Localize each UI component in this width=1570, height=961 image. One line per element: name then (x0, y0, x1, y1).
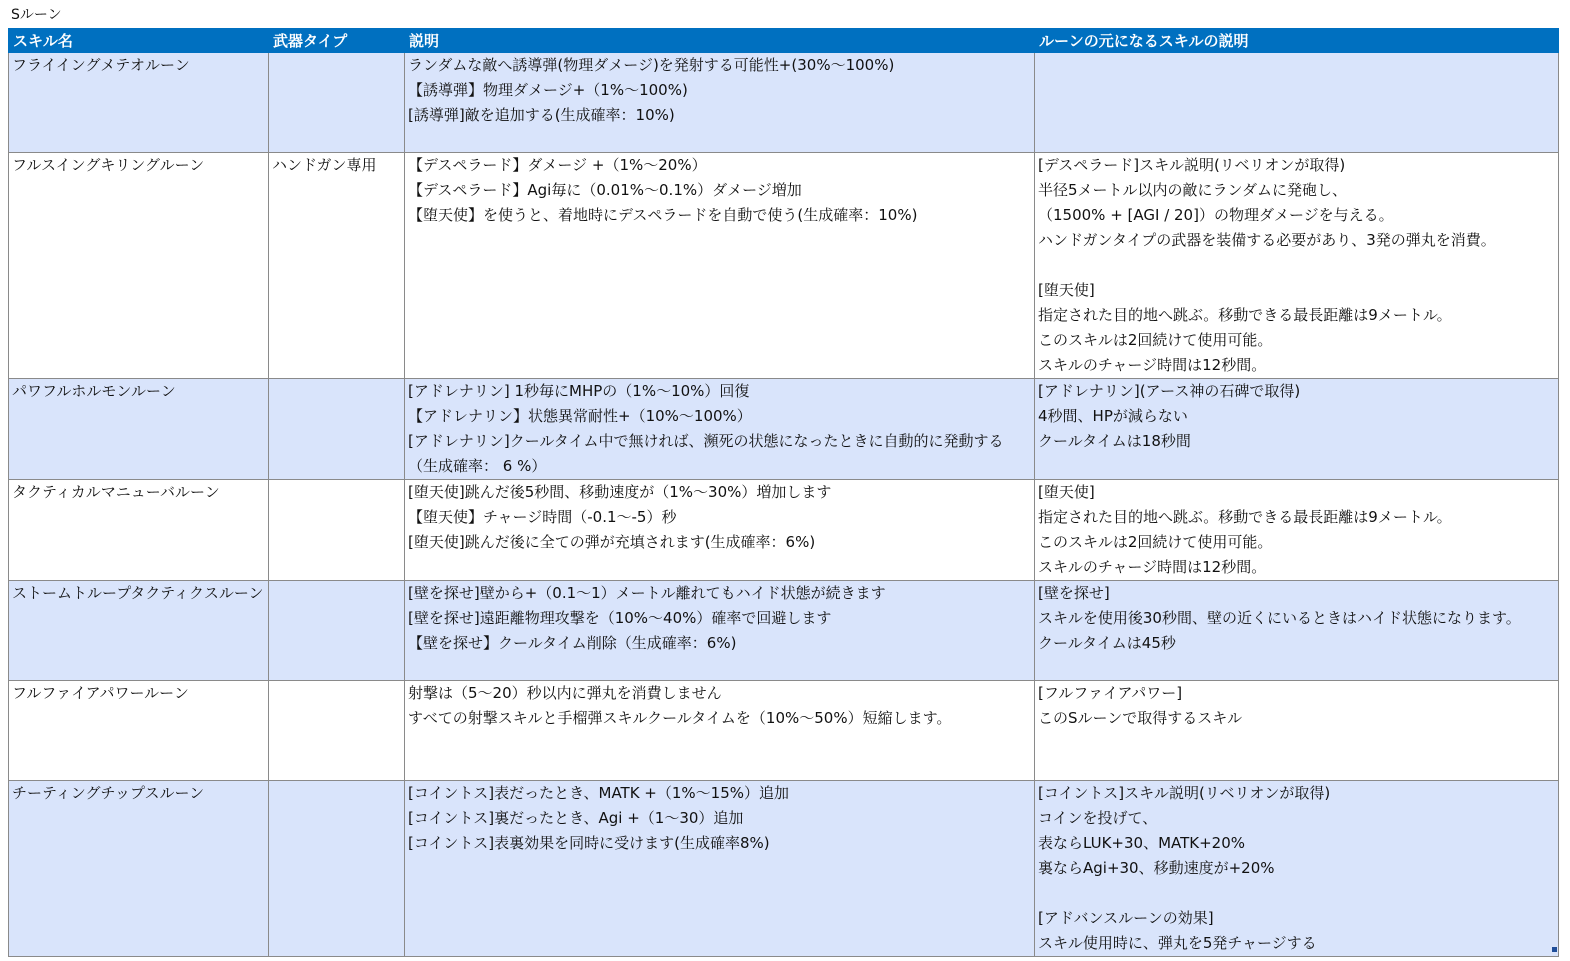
header-weapon-type[interactable]: 武器タイプ (269, 29, 405, 53)
description-line: 【堕天使】チャージ時間（-0.1～-5）秒 (408, 508, 677, 526)
description-line: [壁を探せ]遠距離物理攻撃を（10%～40%）確率で回避します (408, 609, 832, 627)
description-line: [堕天使]跳んだ後5秒間、移動速度が（1%～30%）増加します (408, 483, 832, 501)
description-line: 【デスペラード】ダメージ +（1%～20%） (408, 156, 707, 174)
table-row (9, 53, 1559, 153)
cell-origin-skill[interactable] (1035, 153, 1559, 379)
origin-line: 4秒間、HPが減らない (1038, 407, 1188, 425)
cell-fill-handle[interactable] (1552, 947, 1557, 952)
cell-description[interactable] (405, 781, 1035, 957)
cell-origin-skill[interactable] (1035, 781, 1559, 957)
cell-origin-skill[interactable] (1035, 53, 1559, 153)
cell-description[interactable] (405, 480, 1035, 581)
origin-line: [アドバンスルーンの効果] (1038, 909, 1214, 927)
header-row (9, 29, 1559, 53)
cell-skill-name[interactable]: チーティングチップスルーン (9, 781, 269, 957)
origin-line: コインを投げて、 (1038, 809, 1158, 827)
cell-skill-name[interactable]: フルスイングキリングルーン (9, 153, 269, 379)
description-line: すべての射撃スキルと手榴弾スキルクールタイムを（10%～50%）短縮します。 (408, 709, 952, 727)
origin-line: このスキルは2回続けて使用可能。 (1038, 533, 1273, 551)
cell-weapon-type[interactable] (269, 53, 405, 153)
cell-weapon-type[interactable] (269, 581, 405, 681)
cell-skill-name[interactable]: タクティカルマニューバルーン (9, 480, 269, 581)
description-line: [コイントス]表だったとき、MATK +（1%～15%）追加 (408, 784, 790, 802)
cell-weapon-type[interactable]: ハンドガン専用 (269, 153, 405, 379)
cell-skill-name[interactable]: ストームトループタクティクスルーン (9, 581, 269, 681)
origin-line: スキルを使用後30秒間、壁の近くにいるときはハイド状態になります。 (1038, 609, 1521, 627)
origin-line: [壁を探せ] (1038, 584, 1110, 602)
s-rune-table (8, 28, 1559, 957)
origin-line: [堕天使] (1038, 483, 1095, 501)
table-row (9, 153, 1559, 379)
description-line: [アドレナリン]クールタイム中で無ければ、瀕死の状態になったときに自動的に発動する (408, 432, 1004, 450)
table-row (9, 781, 1559, 957)
description-line: [誘導弾]敵を追加する(生成確率：10%) (408, 106, 675, 124)
table-row (9, 581, 1559, 681)
header-description[interactable]: 説明 (405, 29, 1035, 53)
cell-origin-skill[interactable] (1035, 581, 1559, 681)
description-line: 【壁を探せ】クールタイム削除（生成確率：6%) (408, 634, 737, 652)
origin-line: 半径5メートル以内の敵にランダムに発砲し、 (1038, 181, 1347, 199)
description-line: [壁を探せ]壁から+（0.1～1）メートル離れてもハイド状態が続きます (408, 584, 886, 602)
description-line: （生成確率： 6 %） (408, 457, 547, 475)
cell-origin-skill[interactable] (1035, 379, 1559, 480)
origin-line: スキルのチャージ時間は12秒間。 (1038, 356, 1267, 374)
origin-line (1038, 253, 1555, 278)
description-line: 【誘導弾】物理ダメージ+（1%～100%) (408, 81, 688, 99)
header-skill-name[interactable]: スキル名 (9, 29, 269, 53)
description-line: [コイントス]裏だったとき、Agi +（1～30）追加 (408, 809, 744, 827)
table-row (9, 681, 1559, 781)
origin-line: このスキルは2回続けて使用可能。 (1038, 331, 1273, 349)
cell-weapon-type[interactable] (269, 781, 405, 957)
origin-line: ハンドガンタイプの武器を装備する必要があり、3発の弾丸を消費。 (1038, 231, 1496, 249)
description-line: 【デスペラード】Agi毎に（0.01%～0.1%）ダメージ増加 (408, 181, 802, 199)
table-row (9, 480, 1559, 581)
header-origin-skill[interactable]: ルーンの元になるスキルの説明 (1035, 29, 1559, 53)
description-line: 射撃は（5～20）秒以内に弾丸を消費しません (408, 684, 722, 702)
origin-line: スキルのチャージ時間は12秒間。 (1038, 558, 1267, 576)
cell-description[interactable] (405, 681, 1035, 781)
cell-weapon-type[interactable] (269, 379, 405, 480)
description-line: [堕天使]跳んだ後に全ての弾が充填されます(生成確率：6%) (408, 533, 816, 551)
origin-line: [堕天使] (1038, 281, 1095, 299)
origin-line: [フルファイアパワー] (1038, 684, 1183, 702)
description-line: 【堕天使】を使うと、着地時にデスペラードを自動で使う(生成確率：10%) (408, 206, 918, 224)
origin-line: （1500% + [AGI / 20]）の物理ダメージを与える。 (1038, 206, 1394, 224)
cell-description[interactable] (405, 153, 1035, 379)
origin-line: 指定された目的地へ跳ぶ。移動できる最長距離は9メートル。 (1038, 508, 1452, 526)
cell-skill-name[interactable]: パワフルホルモンルーン (9, 379, 269, 480)
cell-skill-name[interactable]: フルファイアパワールーン (9, 681, 269, 781)
description-line: [コイントス]表裏効果を同時に受けます(生成確率8%) (408, 834, 770, 852)
description-line: ランダムな敵へ誘導弾(物理ダメージ)を発射する可能性+(30%～100%) (408, 56, 895, 74)
cell-skill-name[interactable]: フライイングメテオルーン (9, 53, 269, 153)
cell-origin-skill[interactable] (1035, 681, 1559, 781)
origin-line: [デスペラード]スキル説明(リベリオンが取得) (1038, 156, 1346, 174)
cell-weapon-type[interactable] (269, 681, 405, 781)
description-line: 【アドレナリン】状態異常耐性+（10%～100%） (408, 407, 752, 425)
origin-line: クールタイムは18秒間 (1038, 432, 1191, 450)
origin-line: [アドレナリン](アース神の石碑で取得) (1038, 382, 1301, 400)
cell-weapon-type[interactable] (269, 480, 405, 581)
cell-origin-skill[interactable] (1035, 480, 1559, 581)
description-line: [アドレナリン] 1秒毎にMHPの（1%～10%）回復 (408, 382, 750, 400)
cell-description[interactable] (405, 379, 1035, 480)
origin-line (1038, 881, 1555, 906)
cell-description[interactable] (405, 581, 1035, 681)
sheet-caption: Sルーン (11, 7, 62, 23)
origin-line: 表ならLUK+30、MATK+20% (1038, 834, 1246, 852)
table-row (9, 379, 1559, 480)
origin-line: このSルーンで取得するスキル (1038, 709, 1243, 727)
origin-line: クールタイムは45秒 (1038, 634, 1176, 652)
cell-description[interactable] (405, 53, 1035, 153)
origin-line: [コイントス]スキル説明(リベリオンが取得) (1038, 784, 1331, 802)
origin-line: 裏ならAgi+30、移動速度が+20% (1038, 859, 1275, 877)
origin-line: スキル使用時に、弾丸を5発チャージする (1038, 934, 1317, 952)
origin-line: 指定された目的地へ跳ぶ。移動できる最長距離は9メートル。 (1038, 306, 1452, 324)
